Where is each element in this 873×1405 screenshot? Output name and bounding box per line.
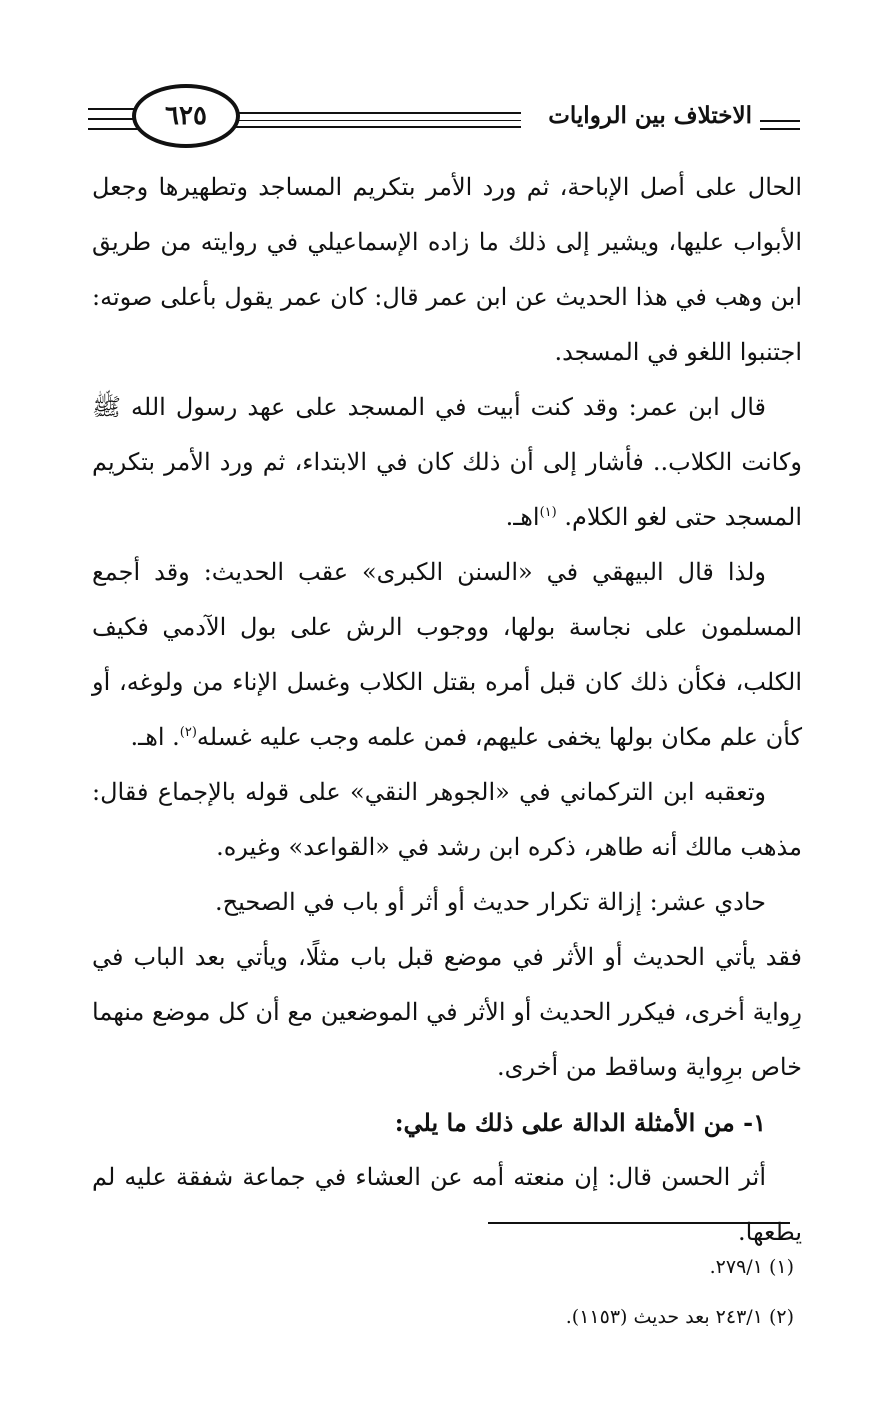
- header-rule-middle: [236, 120, 521, 121]
- footnote-ref: (١): [539, 505, 557, 520]
- paragraph: [92, 545, 802, 765]
- subheading: ١- من الأمثلة الدالة على ذلك ما يلي:: [394, 1108, 766, 1137]
- running-title: الاختلاف بين الروايات: [548, 102, 752, 129]
- footnote: (١) ٢٧٩/١.: [709, 1256, 794, 1278]
- footnote: (٢) ٢٤٣/١ بعد حديث (١١٥٣).: [565, 1306, 794, 1328]
- page-number: ٦٢٥: [132, 84, 240, 148]
- paragraph: وتعقبه ابن التركماني في «الجوهر النقي» على قوله بالإجماع فقال: مذهب مالك أنه طاهر، ذكره ابن رشد في «القواعد» وغيره.: [92, 778, 802, 861]
- header-rule-middle: [236, 112, 521, 114]
- paragraph: [92, 380, 802, 545]
- section-heading: حادي عشر: إزالة تكرار حديث أو أثر أو باب في الصحيح.: [214, 888, 766, 916]
- paragraph-text: ولذا قال البيهقي في «السنن الكبرى» عقب الحديث: وقد أجمع المسلمون على نجاسة بولها، ووجوب الرش على بول الآدمي فكيف الكلب، فكأن ذلك كان قبل أمره بقتل الكلاب وغسل الإناء من ولوغه، أو كأن علم مكان بولها يخفى عليهم، فمن علمه وجب عليه غسله: [92, 558, 802, 751]
- page-header: [88, 80, 800, 160]
- paragraph: فقد يأتي الحديث أو الأثر في موضع قبل باب مثلًا، ويأتي بعد الباب في رِواية أخرى، فيكرر الحديث أو الأثر في الموضعين مع أن كل موضع منهما خاص برِواية وساقط من أخرى.: [92, 943, 802, 1081]
- header-rule-middle: [236, 126, 521, 128]
- footnote-separator: [488, 1222, 790, 1224]
- header-rule-right: [760, 120, 800, 122]
- footnote-ref: (٢): [179, 725, 197, 740]
- paragraph: أثر الحسن قال: إن منعته أمه عن العشاء في جماعة شفقة عليه لم يطعها.: [92, 1163, 802, 1246]
- main-text: [92, 160, 802, 1260]
- paragraph-text: قال ابن عمر: وقد كنت أبيت في المسجد على عهد رسول الله ﷺ وكانت الكلاب.. فأشار إلى أن ذلك كان في الابتداء، ثم ورد الأمر بتكريم المسجد حتى لغو الكلام.: [92, 393, 802, 531]
- footnotes: [92, 1242, 794, 1342]
- header-rule-right: [760, 128, 800, 130]
- paragraph: الحال على أصل الإباحة، ثم ورد الأمر بتكريم المساجد وتطهيرها وجعل الأبواب عليها، ويشير إلى ذلك ما زاده الإسماعيلي في روايته من طريق ابن وهب في هذا الحديث عن ابن عمر قال: كان عمر يقول بأعلى صوته: اجتنبوا اللغو في المسجد.: [92, 173, 802, 366]
- paragraph-end: اهـ.: [505, 503, 540, 531]
- paragraph-end: . اهـ.: [130, 723, 180, 751]
